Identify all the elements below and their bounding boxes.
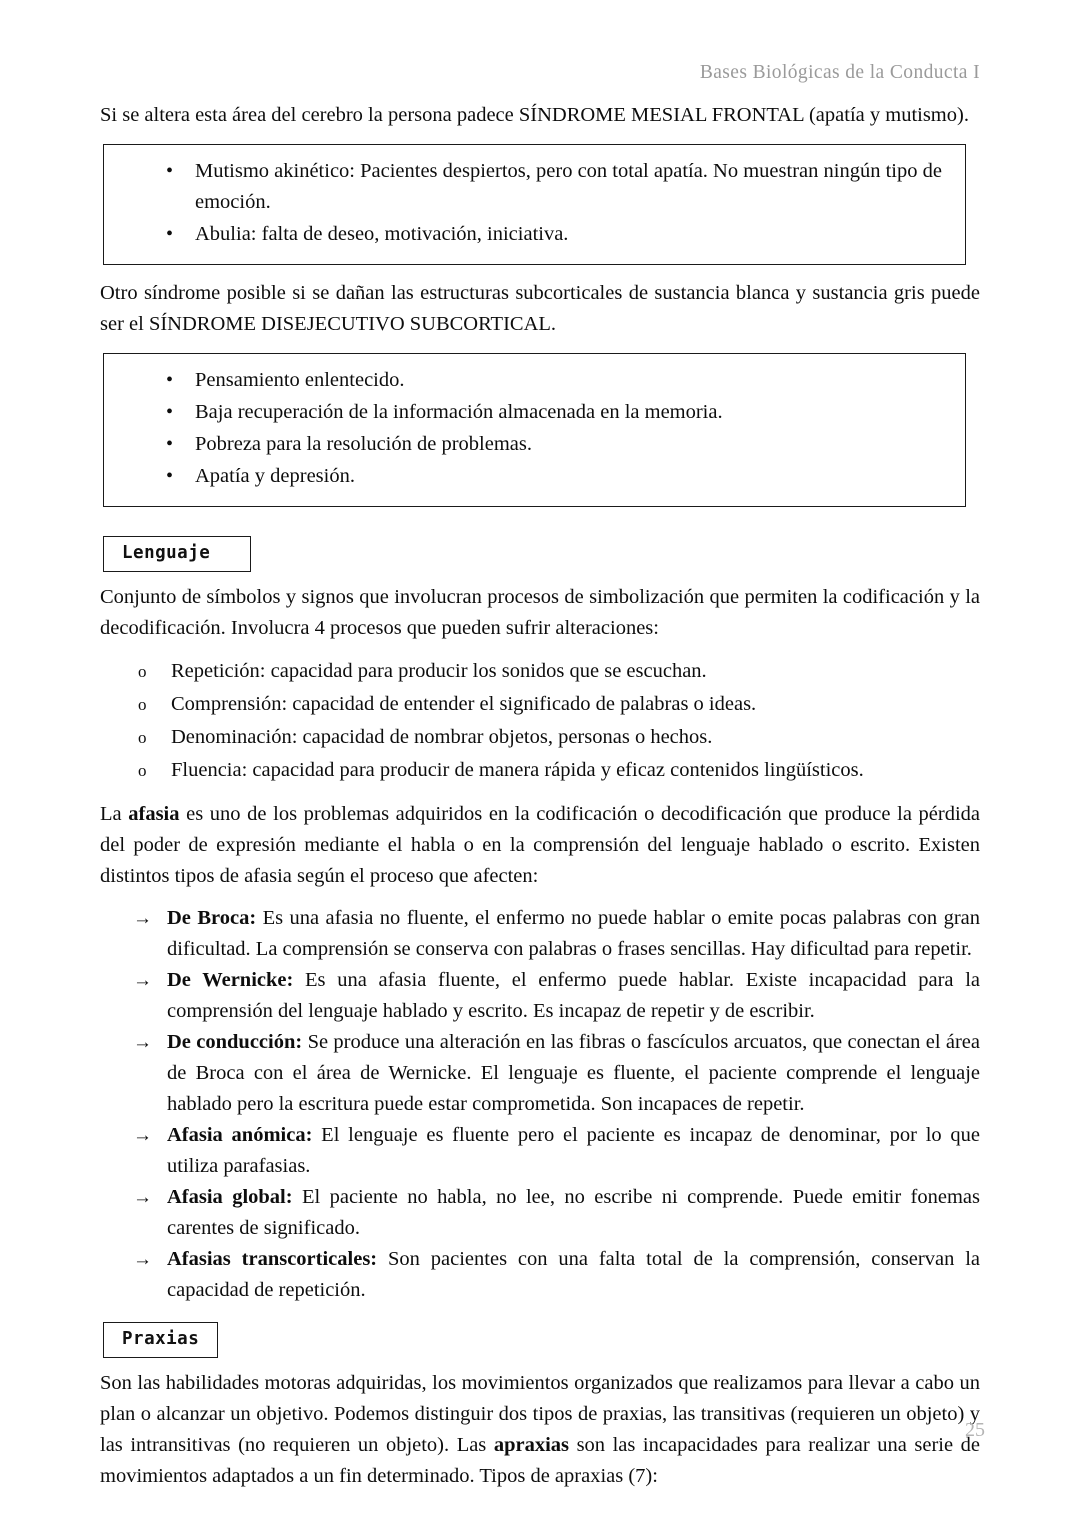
list-item-text: Se produce una alteración en las fibras o fascículos arcuatos, que conectan el área de Broca con el área de Wernicke. El lenguaje es fluente, el paciente comprende el lenguaje hablado pero la escritura puede estar comprometida. Son incapaces de repetir.: [167, 1031, 981, 1115]
list-item: [118, 156, 951, 218]
intro-paragraph: Si se altera esta área del cerebro la persona padece SÍNDROME MESIAL FRONTAL (apatía y mutismo).: [100, 104, 969, 126]
mesial-frontal-list: [118, 156, 951, 250]
arrow-bullet-icon: →: [133, 1125, 152, 1146]
page-content: [100, 100, 980, 1492]
list-item-term: Afasia global:: [167, 1186, 293, 1208]
arrow-bullet-icon: →: [133, 1187, 152, 1208]
section-tag-praxias: Praxias: [103, 1322, 218, 1358]
list-item-term: De conducción:: [167, 1031, 303, 1053]
list-item-text: El lenguaje es fluente pero el paciente es incapaz de denominar, por lo que utiliza parafasias.: [167, 1124, 981, 1177]
list-item-text: Pobreza para la resolución de problemas.: [195, 433, 532, 455]
afasia-paragraph: [100, 799, 980, 892]
list-item: [100, 1027, 980, 1120]
circle-bullet-icon: o: [138, 695, 147, 714]
list-item: [100, 1244, 980, 1306]
list-item-term: Afasia anómica:: [167, 1124, 313, 1146]
list-item-text: Apatía y depresión.: [195, 465, 355, 487]
list-item-text: Es una afasia no fluente, el enfermo no puede hablar o emite pocas palabras con gran dificultad. La comprensión se conserva con palabras o frases sencillas. Hay dificultad para repetir.: [167, 907, 981, 960]
list-item: [118, 429, 951, 460]
list-item: [100, 755, 980, 786]
list-item-text: Abulia: falta de deseo, motivación, iniciativa.: [195, 223, 569, 245]
list-item-text: Mutismo akinético: Pacientes despiertos, pero con total apatía. No muestran ningún tipo de emoción.: [195, 160, 942, 213]
lenguaje-processes-list: [100, 656, 980, 786]
list-item-text: Pensamiento enlentecido.: [195, 369, 405, 391]
list-item-text: Son pacientes con una falta total de la comprensión, conservan la capacidad de repetición.: [167, 1248, 980, 1301]
list-item-text: Fluencia: capacidad para producir de manera rápida y eficaz contenidos lingüísticos.: [171, 759, 864, 781]
section-tag-lenguaje: Lenguaje: [103, 536, 251, 572]
praxias-paragraph-part2: son las incapacidades para realizar una serie de movimientos adaptados a un fin determinado. Tipos de apraxias (7):: [100, 1434, 980, 1487]
list-item-term: De Broca:: [167, 907, 257, 929]
list-item-text: Baja recuperación de la información almacenada en la memoria.: [195, 401, 723, 423]
circle-bullet-icon: o: [138, 662, 147, 681]
afasia-paragraph-rest: es uno de los problemas adquiridos en la codificación o decodificación que produce la pérdida del poder de expresión mediante el habla o en la comprensión del lenguaje hablado o escrito. Existen distintos tipos de afasia según el proceso que afecten:: [100, 803, 980, 887]
subcortical-paragraph: Otro síndrome posible si se dañan las estructuras subcorticales de sustancia blanca y sustancia gris puede ser el SÍNDROME DISEJECUTIVO SUBCORTICAL.: [100, 282, 980, 335]
list-item: [100, 722, 980, 753]
afasia-types-list: [100, 903, 980, 1306]
list-item: [118, 397, 951, 428]
list-item-term: De Wernicke:: [167, 969, 294, 991]
list-item: [118, 365, 951, 396]
list-item-text: El paciente no habla, no lee, no escribe ni comprende. Puede emitir fonemas carentes de significado.: [167, 1186, 980, 1239]
list-item: [100, 965, 980, 1027]
list-item: [100, 1120, 980, 1182]
arrow-bullet-icon: →: [133, 1249, 152, 1270]
list-item-text: Es una afasia fluente, el enfermo puede hablar. Existe incapacidad para la comprensión del lenguaje hablado y escrito. Es incapaz de repetir y de escribir.: [167, 969, 981, 1022]
bullet-icon: •: [166, 433, 174, 455]
lenguaje-intro-paragraph: Conjunto de símbolos y signos que involucran procesos de simbolización que permiten la codificación y la decodificación. Involucra 4 procesos que pueden sufrir alteraciones:: [100, 586, 980, 639]
list-item: [100, 656, 980, 687]
bullet-icon: •: [166, 160, 174, 182]
running-header: Bases Biológicas de la Conducta I: [699, 62, 980, 83]
bullet-icon: •: [166, 401, 174, 423]
praxias-paragraph-part1: Son las habilidades motoras adquiridas, los movimientos organizados que realizamos para llevar a cabo un plan o alcanzar un objetivo. Podemos distinguir dos tipos de praxias, las transitivas (requieren un objeto) y las intransitivas (no requieren un objeto). Las: [100, 1372, 980, 1456]
list-item: [118, 219, 951, 250]
afasia-paragraph-lead: La: [100, 803, 129, 825]
box-disejecutivo-subcortical: [103, 353, 966, 507]
list-item-term: Afasias transcorticales:: [167, 1248, 378, 1270]
list-item-text: Comprensión: capacidad de entender el significado de palabras o ideas.: [171, 693, 757, 715]
page-number: 25: [965, 1419, 985, 1441]
list-item: [118, 461, 951, 492]
arrow-bullet-icon: →: [133, 1032, 152, 1053]
list-item: [100, 903, 980, 965]
list-item: [100, 1182, 980, 1244]
arrow-bullet-icon: →: [133, 970, 152, 991]
bullet-icon: •: [166, 223, 174, 245]
list-item: [100, 689, 980, 720]
list-item-text: Denominación: capacidad de nombrar objetos, personas o hechos.: [171, 726, 713, 748]
disejecutivo-list: [118, 365, 951, 492]
bullet-icon: •: [166, 465, 174, 487]
bullet-icon: •: [166, 369, 174, 391]
praxias-paragraph: [100, 1368, 980, 1492]
circle-bullet-icon: o: [138, 728, 147, 747]
praxias-keyword: apraxias: [493, 1434, 570, 1456]
box-mesial-frontal-symptoms: [103, 144, 966, 265]
arrow-bullet-icon: →: [133, 908, 152, 929]
circle-bullet-icon: o: [138, 761, 147, 780]
list-item-text: Repetición: capacidad para producir los sonidos que se escuchan.: [171, 660, 707, 682]
afasia-keyword: afasia: [128, 803, 180, 825]
